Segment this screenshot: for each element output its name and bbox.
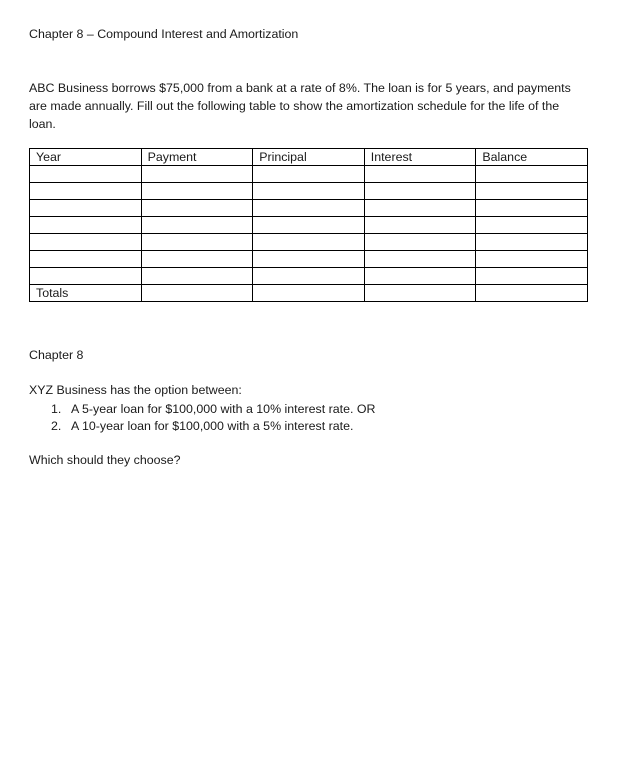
header-payment: Payment [141,149,253,166]
table-cell [364,217,476,234]
table-cell [364,285,476,302]
section-2-intro: XYZ Business has the option between: [29,383,242,397]
table-cell [253,200,365,217]
table-cell [141,285,253,302]
document-title: Chapter 8 – Compound Interest and Amortization [29,27,299,41]
header-principal: Principal [253,149,365,166]
totals-label: Totals [30,285,142,302]
list-item-text: A 5-year loan for $100,000 with a 10% interest rate. OR [71,402,376,416]
table-cell [476,251,588,268]
table-row [30,217,588,234]
table-cell [253,251,365,268]
table-cell [364,183,476,200]
header-interest: Interest [364,149,476,166]
table-cell [253,217,365,234]
table-cell [253,285,365,302]
table-cell [141,200,253,217]
list-item [51,401,375,418]
header-year: Year [30,149,142,166]
table-cell [30,234,142,251]
table-row [30,251,588,268]
table-cell [364,234,476,251]
table-cell [476,200,588,217]
list-item-number: 1. [51,402,62,416]
table-cell [30,183,142,200]
table-cell [476,183,588,200]
table-cell [141,183,253,200]
section-2-question: Which should they choose? [29,453,181,467]
table-cell [476,217,588,234]
table-cell [476,166,588,183]
table-cell [141,234,253,251]
table-cell [30,166,142,183]
table-cell [141,166,253,183]
problem-1-text: ABC Business borrows $75,000 from a bank at a rate of 8%. The loan is for 5 years, and payments are made annually. Fill out the following table to show the amortization schedule for the life of the loan. [29,81,571,131]
section-2-heading: Chapter 8 [29,348,84,362]
table-body [30,166,588,302]
table-cell [141,268,253,285]
table-cell [364,251,476,268]
table-cell [476,268,588,285]
table-cell [476,234,588,251]
list-item-text: A 10-year loan for $100,000 with a 5% interest rate. [71,419,354,433]
table-cell [253,183,365,200]
table-cell [30,200,142,217]
table-cell [364,166,476,183]
table-cell [253,268,365,285]
amortization-table [29,148,588,302]
table-row [30,268,588,285]
table-totals-row [30,285,588,302]
table-row [30,200,588,217]
table-row [30,183,588,200]
table-cell [253,234,365,251]
table-cell [30,268,142,285]
table-cell [141,217,253,234]
table-cell [364,268,476,285]
header-balance: Balance [476,149,588,166]
options-list [51,401,375,435]
table-cell [253,166,365,183]
table-row [30,234,588,251]
table-cell [141,251,253,268]
table-cell [30,217,142,234]
list-item-number: 2. [51,419,62,433]
list-item [51,418,375,435]
table-cell [476,285,588,302]
table-cell [30,251,142,268]
table-cell [364,200,476,217]
table-header-row [30,149,588,166]
table-row [30,166,588,183]
